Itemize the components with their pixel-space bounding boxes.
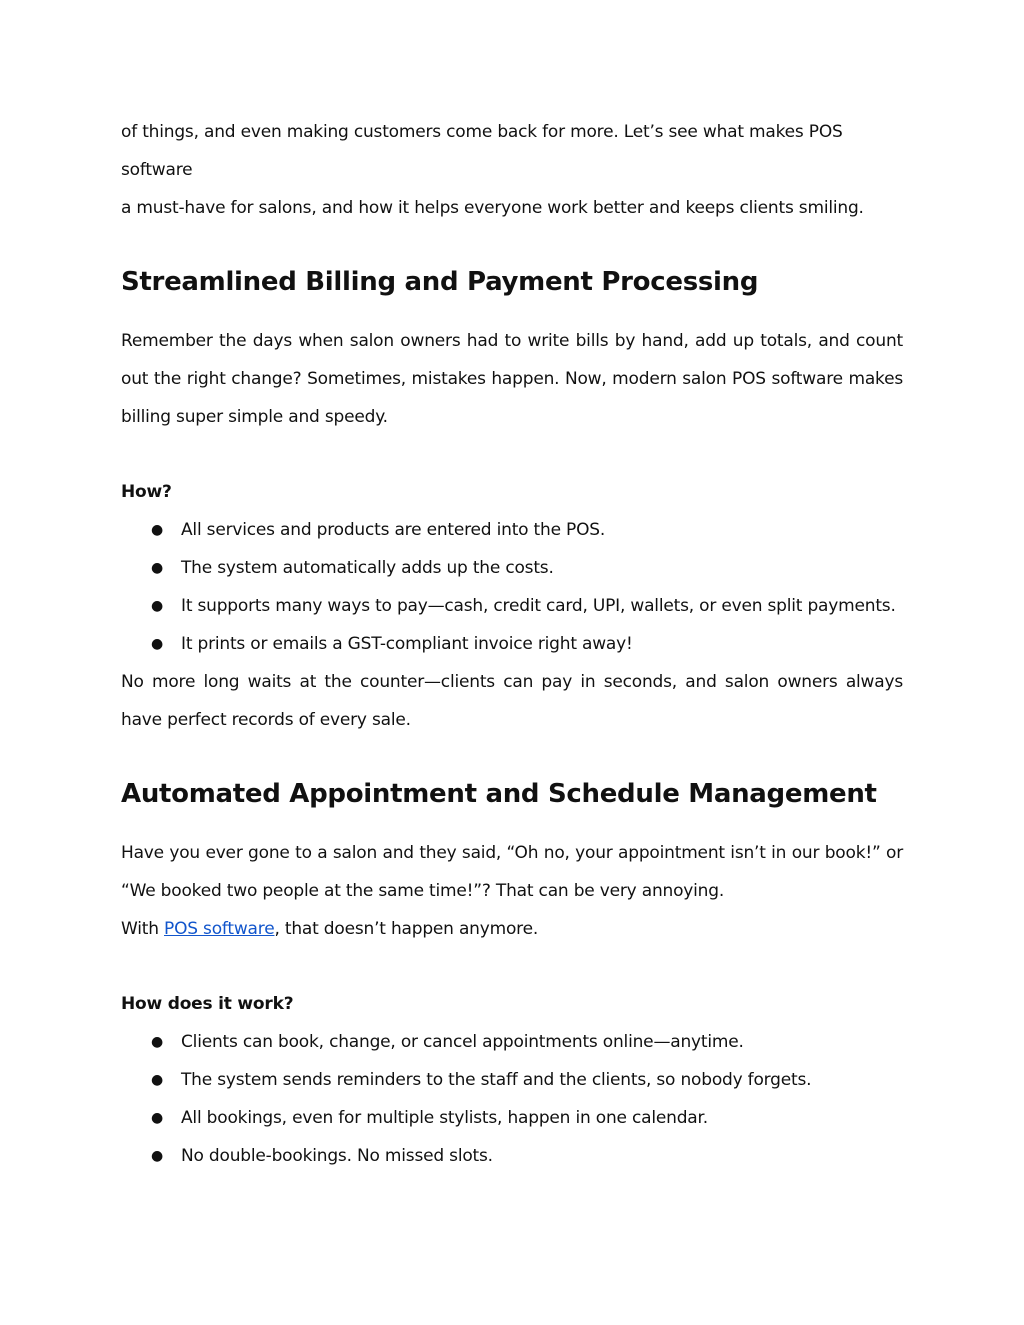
list-item: ● Clients can book, change, or cancel appointments online—anytime. <box>121 1023 903 1061</box>
bullet-icon: ● <box>151 1034 164 1050</box>
bullet-icon: ● <box>151 1110 164 1126</box>
list-item: ● The system automatically adds up the costs. <box>121 549 903 587</box>
document-page <box>121 113 903 1175</box>
list-item: ● It prints or emails a GST-compliant invoice right away! <box>121 625 903 663</box>
bullet-icon: ● <box>151 598 164 614</box>
appointments-subheading: How does it work? <box>121 994 294 1014</box>
billing-bullet-list <box>121 511 903 663</box>
section-heading-appointments: Automated Appointment and Schedule Management <box>121 779 877 809</box>
list-item: ● The system sends reminders to the staff and the clients, so nobody forgets. <box>121 1061 903 1099</box>
bullet-icon: ● <box>151 636 164 652</box>
list-item: ● It supports many ways to pay—cash, credit card, UPI, wallets, or even split payments. <box>121 587 903 625</box>
appointments-paragraph: Have you ever gone to a salon and they said, “Oh no, your appointment isn’t in our book!” or “We booked two people at the same time!”? That can be very annoying. <box>121 843 903 901</box>
intro-paragraph <box>121 113 903 227</box>
billing-closing-paragraph: No more long waits at the counter—clients can pay in seconds, and salon owners always have perfect records of every sale. <box>121 672 903 730</box>
list-item: ● No double-bookings. No missed slots. <box>121 1137 903 1175</box>
with-pos-line: With POS software, that doesn’t happen anymore. <box>121 919 539 939</box>
list-item: ● All bookings, even for multiple stylists, happen in one calendar. <box>121 1099 903 1137</box>
list-item: ● All services and products are entered into the POS. <box>121 511 903 549</box>
pos-software-link[interactable]: POS software <box>164 919 275 939</box>
billing-paragraph: Remember the days when salon owners had to write bills by hand, add up totals, and count out the right change? Sometimes, mistakes happen. Now, modern salon POS software makes billing super simple and speedy. <box>121 331 903 427</box>
section-heading-billing: Streamlined Billing and Payment Processing <box>121 267 759 297</box>
bullet-icon: ● <box>151 1072 164 1088</box>
bullet-icon: ● <box>151 1148 164 1164</box>
billing-subheading: How? <box>121 482 172 502</box>
bullet-icon: ● <box>151 560 164 576</box>
appointments-bullet-list <box>121 1023 903 1175</box>
bullet-icon: ● <box>151 522 164 538</box>
intro-line-1: of things, and even making customers come back for more. Let’s see what makes POS software <box>121 122 843 180</box>
intro-line-2: a must-have for salons, and how it helps everyone work better and keeps clients smiling. <box>121 198 864 218</box>
